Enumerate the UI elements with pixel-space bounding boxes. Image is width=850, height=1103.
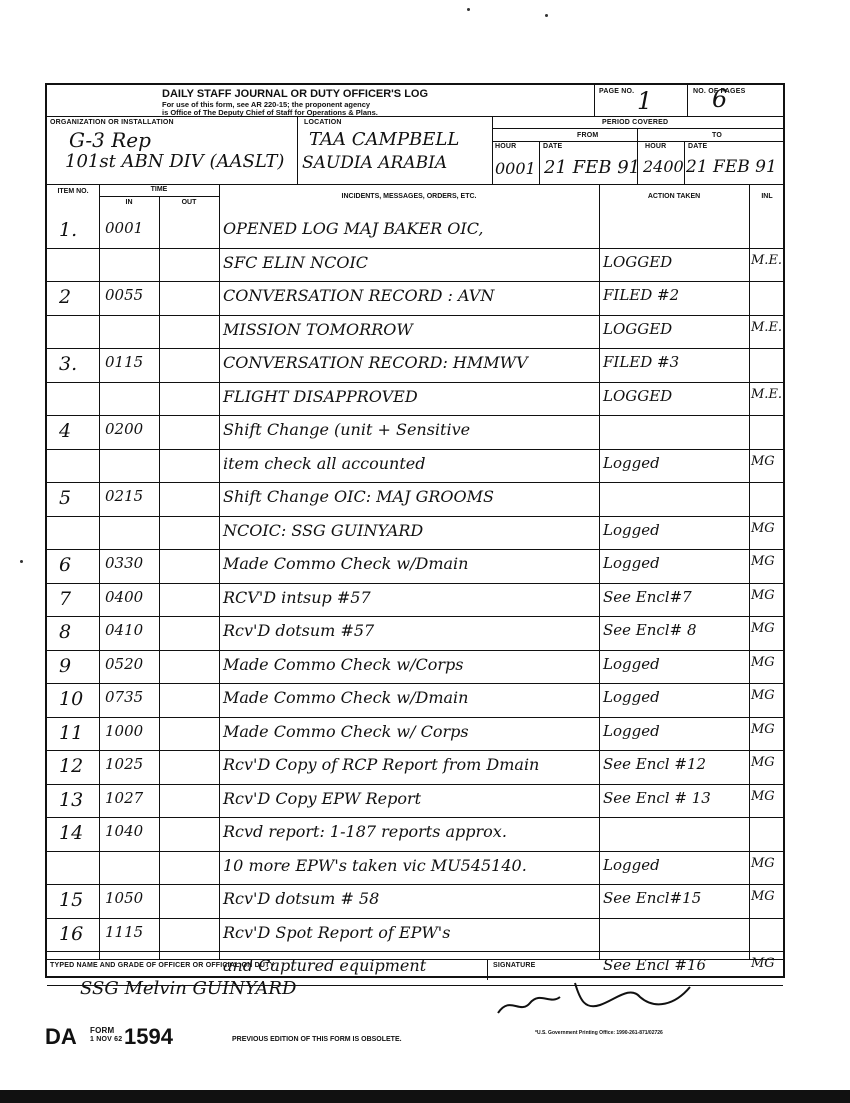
action-taken: See Encl#15: [603, 889, 702, 907]
item-no: 10: [59, 688, 84, 710]
row-divider: [47, 348, 783, 349]
initials: M.E.: [751, 319, 783, 335]
from-hour-label: HOUR: [495, 143, 517, 150]
from-date-value: 21 FEB 91: [544, 157, 641, 178]
col-action: ACTION TAKEN: [647, 193, 701, 200]
incident-text: RCV'D intsup #57: [223, 587, 371, 607]
incident-text: Made Commo Check w/Dmain: [223, 554, 469, 573]
incident-text: 10 more EPW's taken vic MU545140.: [223, 855, 527, 875]
item-no: 11: [59, 721, 84, 744]
row-divider: [47, 616, 783, 617]
action-taken: See Encl #12: [603, 755, 707, 773]
item-no: 15: [59, 889, 84, 911]
incident-text: NCOIC: SSG GUINYARD: [223, 520, 424, 540]
incident-text: Rcv'D Copy of RCP Report from Dmain: [223, 755, 540, 774]
incident-text: and Captured equipment: [223, 956, 427, 975]
row-divider: [47, 817, 783, 818]
time-in: 1027: [105, 788, 144, 807]
incident-text: Rcv'D dotsum # 58: [223, 889, 380, 908]
row-divider: [47, 248, 783, 249]
row-divider: [47, 516, 783, 517]
da-label: DA: [45, 1024, 77, 1049]
incident-text: Shift Change OIC: MAJ GROOMS: [223, 487, 495, 506]
time-in: 0055: [105, 286, 144, 304]
incident-text: CONVERSATION RECORD: HMMWV: [223, 353, 528, 372]
action-taken: See Encl#7: [603, 587, 692, 606]
scan-speck: [20, 560, 23, 563]
row-divider: [47, 784, 783, 785]
scan-speck: [467, 8, 470, 11]
signature-mark: [490, 975, 710, 1020]
org-label: ORGANIZATION OR INSTALLATION: [50, 119, 174, 126]
period-from-label: FROM: [577, 132, 599, 139]
typed-name-label: TYPED NAME AND GRADE OF OFFICER OR OFFICIAL ON DUTY: [50, 962, 275, 969]
item-no: 12: [59, 755, 84, 777]
period-label: PERIOD COVERED: [602, 119, 669, 126]
initials: MG: [751, 889, 775, 904]
item-no: 7: [59, 587, 72, 610]
action-taken: LOGGED: [603, 319, 673, 338]
row-divider: [47, 851, 783, 852]
printing-office-note: *U.S. Government Printing Office: 1990-261-871/02726: [535, 1030, 663, 1036]
incident-text: Rcv'D dotsum #57: [223, 621, 375, 640]
row-divider: [47, 951, 783, 952]
col-time: TIME: [150, 186, 168, 193]
item-no: 2: [59, 286, 72, 308]
time-in: 0215: [105, 487, 144, 505]
row-divider: [47, 918, 783, 919]
from-date-label: DATE: [543, 143, 563, 150]
initials: MG: [751, 956, 775, 971]
time-in: 0330: [105, 554, 144, 572]
time-in: 0200: [105, 420, 144, 438]
org-line-1: G-3 Rep: [69, 128, 151, 152]
to-hour-value: 2400: [643, 157, 684, 176]
item-no: 13: [59, 788, 84, 811]
duty-log-form: [45, 83, 785, 978]
incident-text: FLIGHT DISAPPROVED: [223, 386, 418, 406]
item-no: 16: [59, 922, 84, 945]
row-divider: [47, 683, 783, 684]
item-no: 6: [59, 554, 72, 576]
previous-edition-note: PREVIOUS EDITION OF THIS FORM IS OBSOLETE.: [232, 1036, 402, 1043]
item-no: 4: [59, 420, 72, 442]
form-label: FORM: [90, 1026, 115, 1035]
incident-text: Rcv'D Spot Report of EPW's: [223, 922, 451, 942]
action-taken: LOGGED: [603, 386, 673, 405]
item-no: 3.: [59, 353, 78, 375]
incident-text: OPENED LOG MAJ BAKER OIC,: [223, 219, 484, 238]
action-taken: Logged: [603, 453, 660, 472]
page-no-value: 1: [637, 87, 653, 115]
scan-border: [0, 1090, 850, 1103]
no-of-pages-label: NO. OF PAGES: [693, 88, 746, 95]
incident-text: Rcv'D Copy EPW Report: [223, 788, 422, 808]
time-in: 0520: [105, 654, 144, 673]
row-divider: [47, 583, 783, 584]
incident-text: SFC ELIN NCOIC: [223, 252, 369, 272]
item-no: 9: [59, 654, 72, 677]
incident-text: Rcvd report: 1-187 reports approx.: [223, 822, 507, 841]
initials: MG: [751, 755, 775, 770]
row-divider: [47, 549, 783, 550]
initials: MG: [751, 587, 775, 603]
form-subtitle-1: For use of this form, see AR 220-15; the proponent agency: [162, 100, 371, 109]
action-taken: Logged: [603, 721, 660, 740]
action-taken: Logged: [603, 688, 660, 706]
action-taken: See Encl # 13: [603, 788, 711, 807]
time-in: 0400: [105, 587, 144, 606]
row-divider: [47, 415, 783, 416]
row-divider: [47, 281, 783, 282]
incident-text: Made Commo Check w/Corps: [223, 654, 464, 674]
initials: M.E.: [751, 386, 783, 402]
row-divider: [47, 315, 783, 316]
to-date-label: DATE: [688, 143, 708, 150]
time-in: 1050: [105, 889, 144, 907]
time-in: 1040: [105, 822, 144, 840]
no-of-pages-value: 6: [712, 85, 728, 113]
initials: MG: [751, 855, 775, 871]
action-taken: FILED #2: [603, 286, 680, 304]
initials: MG: [751, 688, 775, 703]
org-line-2: 101st ABN DIV (AASLT): [65, 151, 285, 172]
item-no: 8: [59, 621, 72, 643]
initials: MG: [751, 453, 775, 469]
initials: M.E.: [751, 252, 783, 268]
item-no: 5: [59, 487, 72, 509]
initials: MG: [751, 621, 775, 636]
row-divider: [47, 650, 783, 651]
action-taken: See Encl #16: [603, 956, 707, 974]
initials: MG: [751, 721, 775, 737]
time-in: 0735: [105, 688, 144, 706]
time-in: 1000: [105, 721, 144, 740]
incident-text: Made Commo Check w/Dmain: [223, 688, 469, 707]
col-inl: INL: [761, 193, 773, 200]
action-taken: Logged: [603, 520, 660, 539]
action-taken: LOGGED: [603, 252, 673, 271]
col-time-out: OUT: [181, 199, 197, 206]
location-line-1: TAA CAMPBELL: [309, 129, 460, 150]
row-divider: [47, 449, 783, 450]
initials: MG: [751, 520, 775, 536]
row-divider: [47, 382, 783, 383]
form-title: DAILY STAFF JOURNAL OR DUTY OFFICER'S LOG: [162, 88, 429, 100]
col-item-no: ITEM NO.: [57, 188, 89, 195]
location-line-2: SAUDIA ARABIA: [302, 153, 448, 173]
time-in: 0410: [105, 621, 144, 639]
signature-label: SIGNATURE: [493, 962, 536, 969]
initials: MG: [751, 554, 775, 569]
time-in: 1025: [105, 755, 144, 773]
incident-text: MISSION TOMORROW: [223, 319, 413, 339]
col-incidents: INCIDENTS, MESSAGES, ORDERS, ETC.: [341, 193, 477, 200]
incident-text: Shift Change (unit + Sensitive: [223, 420, 471, 439]
item-no: 14: [59, 822, 84, 844]
page-no-label: PAGE NO.: [599, 88, 635, 95]
time-in: 0001: [105, 219, 144, 237]
row-divider: [47, 717, 783, 718]
form-subtitle-2: is Office of The Deputy Chief of Staff for Operations & Plans.: [162, 108, 378, 117]
time-in: 0115: [105, 353, 144, 371]
to-date-value: 21 FEB 91: [686, 157, 777, 177]
scan-speck: [545, 14, 548, 17]
location-label: LOCATION: [304, 119, 342, 126]
to-hour-label: HOUR: [645, 143, 667, 150]
incident-text: Made Commo Check w/ Corps: [223, 721, 469, 741]
form-number: 1594: [124, 1024, 173, 1049]
row-divider: [47, 884, 783, 885]
initials: MG: [751, 654, 775, 670]
initials: MG: [751, 788, 775, 804]
action-taken: See Encl# 8: [603, 621, 697, 639]
incident-text: CONVERSATION RECORD : AVN: [223, 286, 495, 305]
incident-text: item check all accounted: [223, 453, 426, 473]
time-in: 1115: [105, 922, 144, 941]
action-taken: FILED #3: [603, 353, 680, 371]
action-taken: Logged: [603, 654, 660, 673]
action-taken: Logged: [603, 855, 660, 874]
col-time-in: IN: [125, 199, 133, 206]
row-divider: [47, 482, 783, 483]
typed-name-value: SSG Melvin GUINYARD: [80, 978, 297, 999]
period-to-label: TO: [712, 132, 722, 139]
action-taken: Logged: [603, 554, 660, 572]
item-no: 1.: [59, 219, 78, 241]
from-hour-value: 0001: [495, 159, 536, 178]
row-divider: [47, 750, 783, 751]
form-date: 1 NOV 62: [90, 1036, 123, 1043]
